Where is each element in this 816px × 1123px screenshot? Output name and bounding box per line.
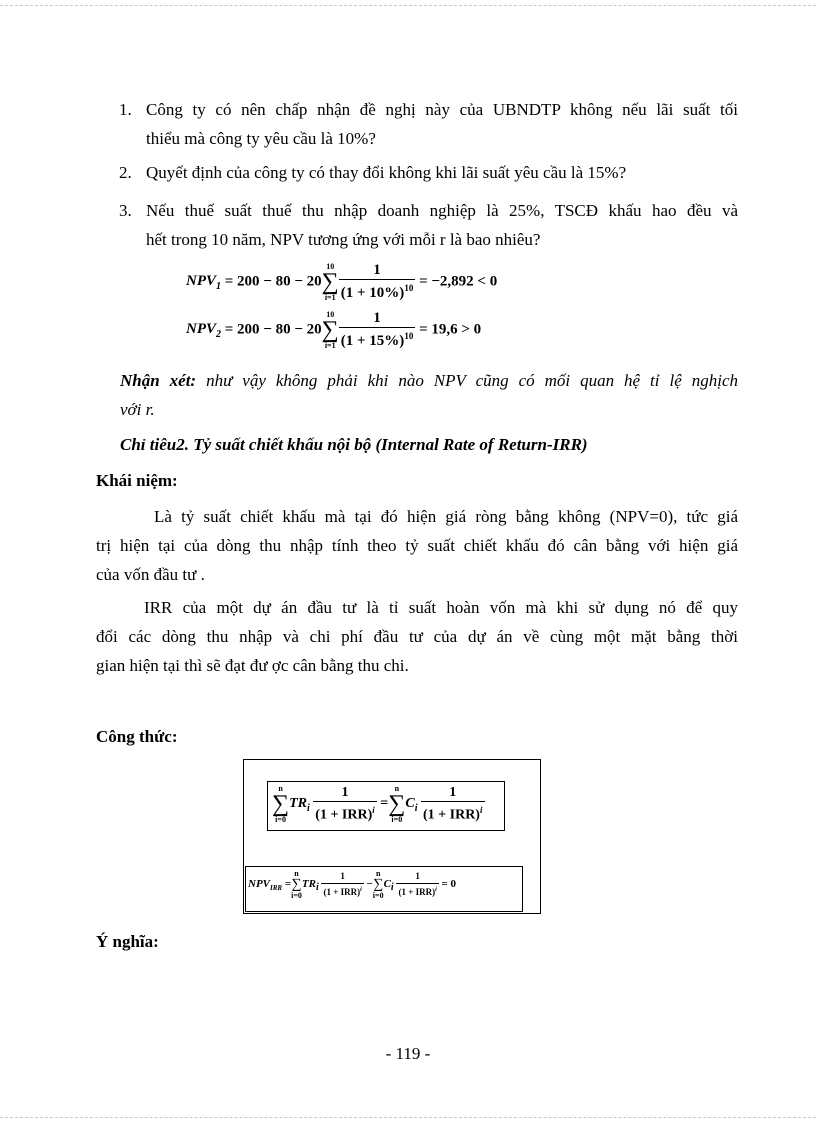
npv2-lhs: NPV <box>186 321 216 338</box>
irr2-lhs: NPV <box>248 878 270 891</box>
question-2-number: 2. <box>119 163 132 182</box>
npv2-sum-top: 10 <box>326 310 335 319</box>
npv1-fraction <box>339 262 416 302</box>
irr2-sum-left-top: n <box>294 869 299 878</box>
irr2-sum-left: n ∑ i=0 <box>291 869 302 900</box>
irr2-numerator-right: 1 <box>396 870 438 884</box>
concept-para1-line2: trị hiện tại của dòng thu nhập tính theo tỷ suất chiết khấu đó cân bằng với hiện giá <box>96 536 738 555</box>
irr2-sum-left-bottom: i=0 <box>291 891 302 900</box>
irr1-sum-left-top: n <box>278 784 283 793</box>
irr1-denominator-right: (1 + IRR) <box>423 807 480 823</box>
npv1-sum-bottom: i=1 <box>324 293 336 302</box>
npv-equation-2 <box>186 310 481 350</box>
remark-line2: với r. <box>120 400 155 419</box>
irr1-sum-right-bottom: i=0 <box>391 815 403 824</box>
irr2-c: C <box>383 878 391 891</box>
npv1-result: = −2,892 < 0 <box>419 273 498 290</box>
irr2-sum-right-top: n <box>375 869 381 878</box>
npv1-terms: = 200 − 80 − 20 <box>224 273 322 290</box>
irr1-tr-sub: i <box>307 803 310 815</box>
irr2-exp-right: i <box>435 887 437 893</box>
irr1-fraction-right <box>421 784 485 824</box>
npv1-denominator: (1 + 10%) <box>340 285 405 301</box>
question-1-line2: thiểu mà công ty yêu cầu là 10%? <box>146 129 376 148</box>
irr-equation-1 <box>272 784 485 824</box>
npv1-exponent: 10 <box>404 283 414 293</box>
npv2-terms: = 200 − 80 − 20 <box>224 321 322 338</box>
formula-heading: Công thức: <box>96 727 178 746</box>
irr2-c-sub: i <box>390 882 394 894</box>
irr1-c: C <box>405 796 415 812</box>
npv2-sum: 10 ∑ i=1 <box>321 310 339 350</box>
npv1-sum: 10 ∑ i=1 <box>321 262 339 302</box>
section-title: Chỉ tiêu2. Tỷ suất chiết khấu nội bộ (Internal Rate of Return-IRR) <box>120 435 588 454</box>
irr1-exp-right: i <box>479 805 483 816</box>
concept-para1-line1: Là tỷ suất chiết khấu mà tại đó hiện giá ròng bằng không (NPV=0), tức giá <box>154 507 738 526</box>
irr2-denominator-right: (1 + IRR) <box>398 887 436 897</box>
concept-heading: Khái niệm: <box>96 471 178 490</box>
irr2-minus: − <box>366 878 373 891</box>
irr2-numerator-left: 1 <box>321 870 363 884</box>
irr2-equals: = <box>284 878 292 891</box>
irr1-fraction-left <box>313 784 377 824</box>
remark-line1 <box>120 366 738 395</box>
irr2-sum-right-bottom: i=0 <box>372 891 384 900</box>
npv2-exponent: 10 <box>404 331 414 341</box>
question-1-line1: Công ty có nên chấp nhận đề nghị này của UBNDTP không nếu lãi suất tối <box>146 100 738 119</box>
irr1-sum-left: n ∑ i=0 <box>272 784 290 824</box>
irr1-denominator-left: (1 + IRR) <box>315 807 373 823</box>
irr1-sum-right-top: n <box>394 784 400 793</box>
npv1-sum-top: 10 <box>326 262 335 271</box>
irr1-c-sub: i <box>414 803 418 815</box>
npv2-result: = 19,6 > 0 <box>419 321 482 338</box>
irr2-fraction-right <box>396 870 438 899</box>
remark-label: Nhận xét: <box>120 371 197 390</box>
remark-text: như vậy không phải khi nào NPV cũng có mối quan hệ tỉ lệ nghịch <box>196 371 738 390</box>
irr2-exp-left: i <box>360 887 362 893</box>
irr2-tr: TR <box>301 878 316 891</box>
page-top-border <box>0 5 816 6</box>
npv2-numerator: 1 <box>339 310 416 328</box>
npv2-sub: 2 <box>216 329 221 341</box>
irr1-sum-right: n ∑ i=0 <box>388 784 406 824</box>
question-3-line2: hết trong 10 năm, NPV tương ứng với mỗi r là bao nhiêu? <box>146 230 541 249</box>
page-bottom-border <box>0 1117 816 1118</box>
page-number: - 119 - <box>385 1044 431 1063</box>
irr2-denominator-left: (1 + IRR) <box>323 887 361 897</box>
npv-equation-1 <box>186 262 497 302</box>
npv1-sub: 1 <box>216 281 221 293</box>
irr1-tr: TR <box>289 796 307 812</box>
npv2-sum-bottom: i=1 <box>324 341 336 350</box>
question-3-line1: Nếu thuế suất thuế thu nhập doanh nghiệp là 25%, TSCĐ khấu hao đều và <box>146 201 738 220</box>
npv1-lhs: NPV <box>186 273 216 290</box>
question-3-number: 3. <box>119 201 132 220</box>
irr1-sum-left-bottom: i=0 <box>275 815 286 824</box>
concept-para2-line1: IRR của một dự án đầu tư là tỉ suất hoàn vốn mà khi sử dụng nó để quy <box>144 598 738 617</box>
question-2-line1: Quyết định của công ty có thay đổi không khi lãi suất yêu cầu là 15%? <box>146 163 627 182</box>
npv2-denominator: (1 + 15%) <box>340 333 405 349</box>
concept-para2-line2: đổi các dòng thu nhập và chi phí đầu tư của dự án về cùng một mặt bằng thời <box>96 627 738 646</box>
irr2-lhs-sub: IRR <box>270 884 283 893</box>
irr1-exp-left: i <box>372 805 375 816</box>
concept-para2-line3: gian hiện tại thì sẽ đạt đư ợc cân bằng thu chi. <box>96 656 409 675</box>
question-1-number: 1. <box>119 100 132 119</box>
concept-para1-line3: của vốn đầu tư . <box>96 565 205 584</box>
irr1-numerator-left: 1 <box>313 784 377 802</box>
irr2-sum-right: n ∑ i=0 <box>372 869 384 900</box>
npv2-fraction <box>339 310 416 350</box>
irr-equation-2 <box>248 869 456 900</box>
meaning-heading: Ý nghĩa: <box>96 932 159 951</box>
irr2-tr-sub: i <box>315 882 319 894</box>
irr2-result: = 0 <box>441 878 457 891</box>
irr1-equals: = <box>380 796 389 812</box>
irr2-fraction-left <box>321 870 363 899</box>
npv1-numerator: 1 <box>339 262 416 280</box>
irr1-numerator-right: 1 <box>421 784 485 802</box>
